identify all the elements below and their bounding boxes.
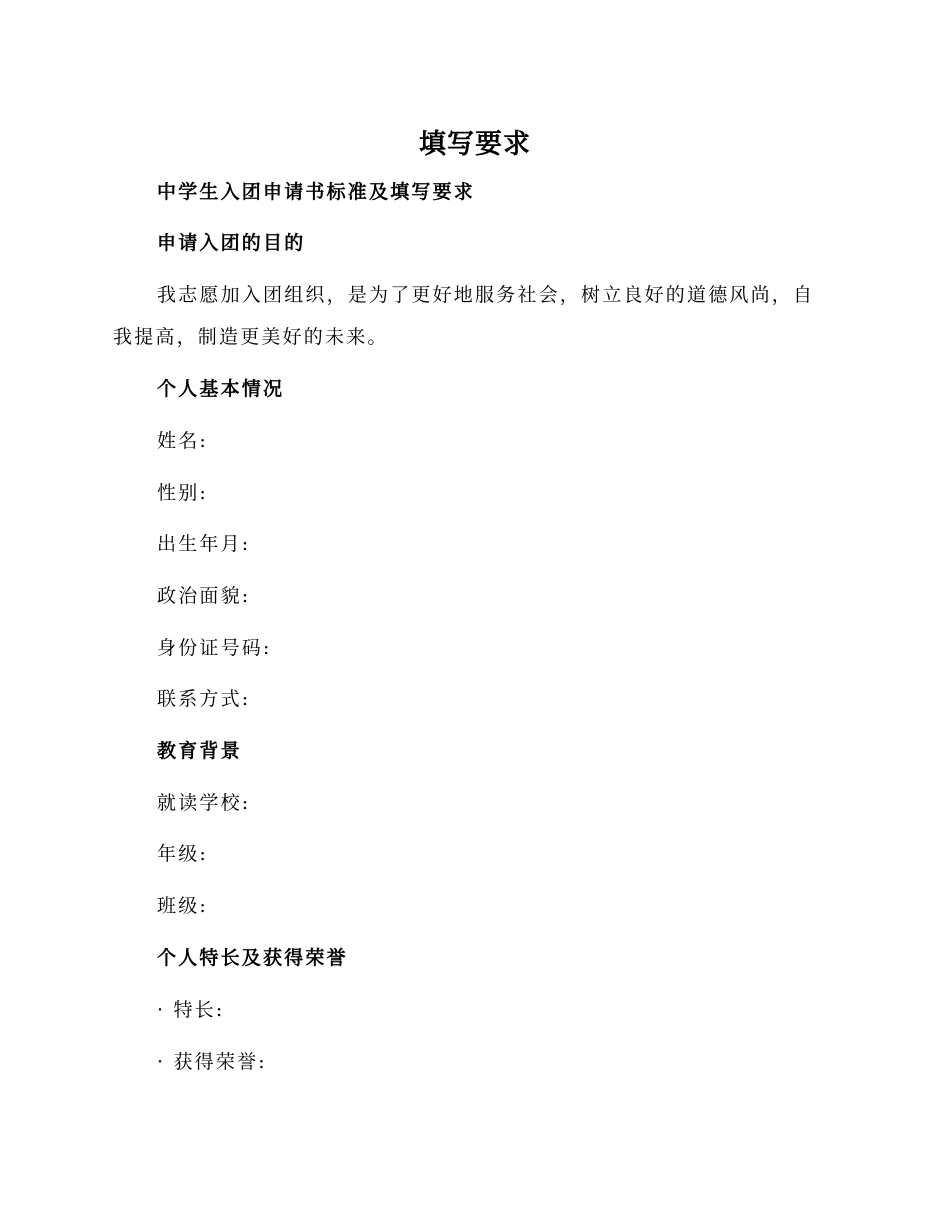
field-contact: 联系方式: xyxy=(157,688,251,710)
purpose-paragraph: 我志愿加入团组织，是为了更好地服务社会，树立良好的道德风尚，自我提高，制造更美好的未来。 xyxy=(113,284,815,348)
list-item-specialty: · 特长: xyxy=(157,999,225,1021)
section-heading-basic-info: 个人基本情况 xyxy=(157,378,285,400)
field-gender: 性别: xyxy=(157,482,209,504)
section-heading-honors: 个人特长及获得荣誉 xyxy=(157,947,348,969)
field-grade: 年级: xyxy=(157,843,209,865)
field-class: 班级: xyxy=(157,895,209,917)
section-heading-purpose: 申请入团的目的 xyxy=(157,232,306,254)
field-id-number: 身份证号码: xyxy=(157,637,272,659)
document-title: 填写要求 xyxy=(419,129,531,160)
list-item-honors: · 获得荣誉: xyxy=(157,1051,267,1073)
field-name: 姓名: xyxy=(157,430,209,452)
section-heading-education: 教育背景 xyxy=(157,740,242,762)
field-political-status: 政治面貌: xyxy=(157,585,251,607)
document-subtitle: 中学生入团申请书标准及填写要求 xyxy=(157,181,476,203)
field-birth-date: 出生年月: xyxy=(157,533,251,555)
field-school: 就读学校: xyxy=(157,792,251,814)
